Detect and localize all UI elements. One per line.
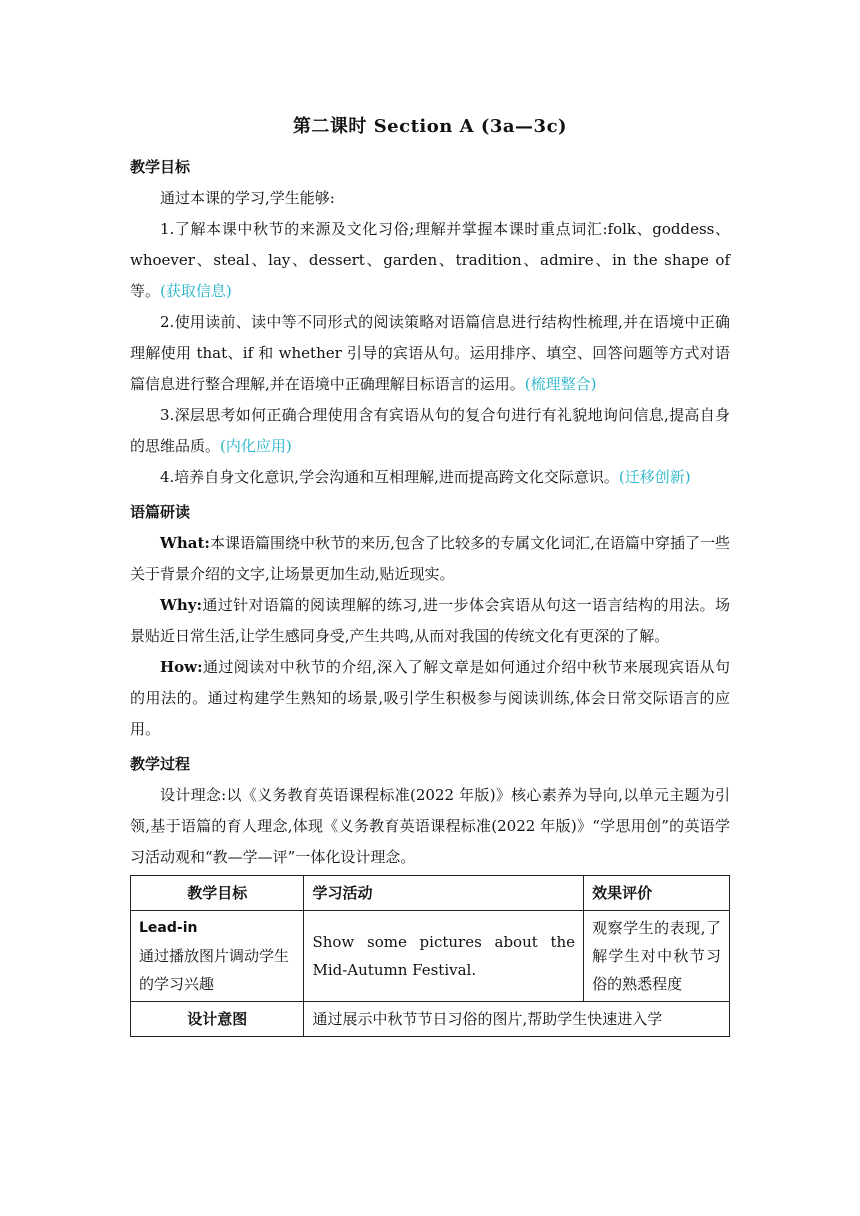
objectives-intro: 通过本课的学习,学生能够: <box>160 189 335 207</box>
objective-text: 3.深层思考如何正确合理使用含有宾语从句的复合句进行有礼貌地询问信息,提高自身的思维品质。 <box>130 406 730 455</box>
objective-text: 2.使用读前、读中等不同形式的阅读策略对语篇信息进行结构性梳理,并在语境中正确理解使用 that、if 和 whether 引导的宾语从句。运用排序、填空、回答问题等方式对语篇信息进行整合理解,并在语境中正确理解目标语言的运用。 <box>130 313 730 393</box>
table-header-row <box>131 876 730 911</box>
analysis-what <box>130 528 730 590</box>
table-row <box>131 1002 730 1037</box>
analysis-why <box>130 590 730 652</box>
objective-item-3 <box>130 400 730 462</box>
objective-item-2 <box>130 307 730 400</box>
analysis-text: 通过阅读对中秋节的介绍,深入了解文章是如何通过介绍中秋节来展现宾语从句的用法的。通过构建学生熟知的场景,吸引学生积极参与阅读训练,体会日常交际语言的应用。 <box>130 658 730 738</box>
table-row <box>131 911 730 1002</box>
objective-item-4 <box>130 462 730 493</box>
goal-title: Lead-in <box>139 920 198 936</box>
analysis-label: Why: <box>160 596 203 614</box>
table-header: 教学目标 <box>131 876 304 911</box>
objective-item-1 <box>130 214 730 307</box>
design-intent-label: 设计意图 <box>131 1002 304 1037</box>
design-intent-text: 通过展示中秋节节日习俗的图片,帮助学生快速进入学 <box>304 1002 730 1037</box>
analysis-text: 本课语篇围绕中秋节的来历,包含了比较多的专属文化词汇,在语篇中穿插了一些关于背景介绍的文字,让场景更加生动,贴近现实。 <box>130 534 730 583</box>
table-header: 学习活动 <box>304 876 584 911</box>
objective-tag: (迁移创新) <box>618 468 691 486</box>
table-cell-goal <box>131 911 304 1002</box>
document-page <box>130 112 730 1037</box>
analysis-heading: 语篇研读 <box>130 503 191 521</box>
analysis-label: How: <box>160 658 203 676</box>
objective-tag: (梳理整合) <box>524 375 597 393</box>
objective-tag: (获取信息) <box>160 282 232 300</box>
objective-tag: (内化应用) <box>220 437 292 455</box>
analysis-how <box>130 652 730 745</box>
objective-text: 4.培养自身文化意识,学会沟通和互相理解,进而提高跨文化交际意识。 <box>160 468 619 486</box>
goal-text: 通过播放图片调动学生的学习兴趣 <box>139 947 290 993</box>
table-header: 效果评价 <box>584 876 730 911</box>
objectives-heading: 教学目标 <box>130 158 191 176</box>
process-heading: 教学过程 <box>130 755 191 773</box>
page-title: 第二课时 Section A (3a—3c) <box>292 116 568 137</box>
table-cell-activity: Show some pictures about the Mid-Autumn Festival. <box>304 911 584 1002</box>
lesson-table <box>130 875 730 1037</box>
process-intro: 设计理念:以《义务教育英语课程标准(2022 年版)》核心素养为导向,以单元主题为引领,基于语篇的育人理念,体现《义务教育英语课程标准(2022 年版)》“学思用创”的英语学习活动观和“教—学—评”一体化设计理念。 <box>130 786 730 866</box>
table-cell-evaluation: 观察学生的表现,了解学生对中秋节习俗的熟悉程度 <box>584 911 730 1002</box>
objective-text: 1.了解本课中秋节的来源及文化习俗;理解并掌握本课时重点词汇:folk、goddess、whoever、steal、lay、dessert、garden、tradition、admire、in the shape of等。 <box>130 220 730 300</box>
analysis-label: What: <box>160 534 210 552</box>
analysis-text: 通过针对语篇的阅读理解的练习,进一步体会宾语从句这一语言结构的用法。场景贴近日常生活,让学生感同身受,产生共鸣,从而对我国的传统文化有更深的了解。 <box>130 596 730 645</box>
